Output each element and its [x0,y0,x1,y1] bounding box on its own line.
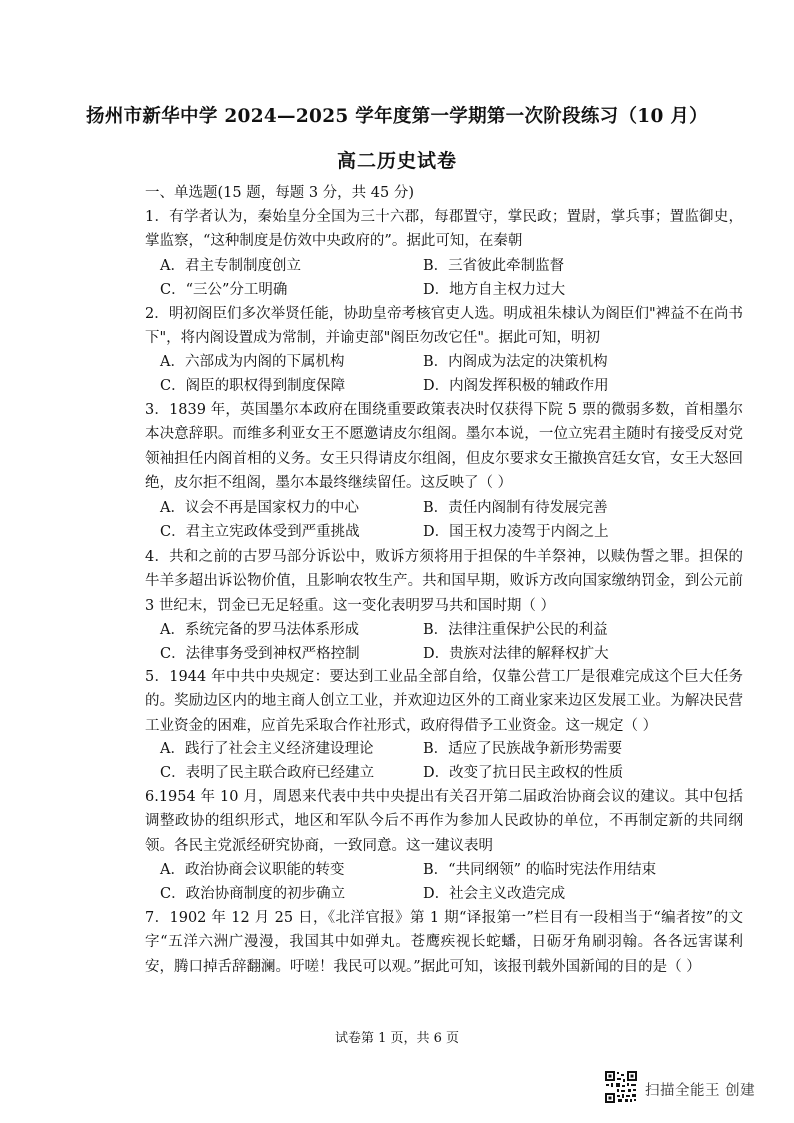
question-2-options [160,350,720,399]
option-c: C．君主立宪政体受到严重挑战 [160,524,360,541]
question-2-stem: 2．明初阁臣们多次举贤任能，协助皇帝考核官吏人选。明成祖朱棣认为阁臣们"裨益不在尚书下"，将内阁设置成为常制，并谕吏部"阁臣勿改它任"。据此可知，明初 [145,306,743,347]
option-a: A．君主专制制度创立 [160,258,301,274]
option-a: A．政治协商会议职能的转变 [160,862,345,878]
option-d: D．国王权力凌驾于内阁之上 [423,524,609,541]
exam-title: 扬州市新华中学 2024—2025 学年度第一学期第一次阶段练习（10 月） [86,106,708,127]
question-3-options [160,496,720,545]
question-5-stem: 5．1944 年中共中央规定：要达到工业品全部自给，仅靠公营工厂是很难完成这个巨大任务的。奖励边区内的地主商人创立工业，并欢迎边区外的工商业家来边区发展工业。为解决民营工业资金的困难，应首先采取合作社形式，政府得借予工业资金。这一规定（ ） [145,669,743,734]
option-c: C．表明了民主联合政府已经建立 [160,765,375,782]
question-4-options [160,618,720,667]
option-d: D．贵族对法律的解释权扩大 [423,646,609,663]
option-c: C．政治协商制度的初步确立 [160,886,346,903]
option-c: C．“三公”分工明确 [160,282,288,299]
option-c: C．阁臣的职权得到制度保障 [160,378,346,395]
scanner-watermark-text: 扫描全能王 创建 [645,1083,756,1099]
option-b: B．适应了民族战争新形势需要 [423,741,623,757]
question-5-options [160,737,720,786]
option-a: A．系统完备的罗马法体系形成 [160,622,359,638]
option-b: B．“共同纲领” 的临时宪法作用结束 [423,862,657,878]
option-b: B．内阁成为法定的决策机构 [423,354,608,370]
option-b: B．责任内阁制有待发展完善 [423,500,608,516]
question-6-stem: 6.1954 年 10 月，周恩来代表中共中央提出有关召开第二届政治协商会议的建议。其中包括调整政协的组织形式，地区和军队今后不再作为参加人民政协的单位，不再制定新的共同纲领。各民主党派经研究协商，一致同意。这一建议表明 [145,789,743,854]
option-d: D．内阁发挥积极的辅政作用 [423,378,609,395]
question-4-stem: 4．共和之前的古罗马部分诉讼中，败诉方须将用于担保的牛羊祭神，以赎伪誓之罪。担保的牛羊多超出诉讼物价值，且影响农牧生产。共和国早期，败诉方改向国家缴纳罚金，到公元前 3 世纪末，罚金已无足轻重。这一变化表明罗马共和国时期（ ） [145,549,743,614]
qr-code-icon [604,1070,638,1104]
option-c: C．法律事务受到神权严格控制 [160,646,360,663]
option-b: B．法律注重保护公民的利益 [423,622,608,638]
question-1-stem: 1．有学者认为，秦始皇分全国为三十六郡，每郡置守，掌民政；置尉，掌兵事；置监御史， 掌监察，“这种制度是仿效中央政府的”。据此可知，在秦朝 [145,209,743,250]
section-heading: 一、单选题(15 题，每题 3 分，共 45 分) [145,185,414,201]
option-d: D．社会主义改造完成 [423,886,566,903]
option-a: A．议会不再是国家权力的中心 [160,500,359,516]
option-b: B．三省彼此牵制监督 [423,258,565,274]
question-6-options [160,858,720,907]
option-a: A．六部成为内阁的下属机构 [160,354,345,370]
option-a: A．践行了社会主义经济建设理论 [160,741,374,757]
question-7-stem: 7．1902 年 12 月 25 日，《北洋官报》第 1 期“译报第一”栏目有一段相当于“编者按”的文字“五洋六洲广漫漫，我国其中如弹丸。苍鹰疾视长蛇蟠，日砺牙角刷羽翰。各各远害谋利安，腾口掉舌辞翻澜。吁嗟！我民可以观。”据此可知，该报刊载外国新闻的目的是（ ） [145,910,743,975]
question-1-options [160,254,720,303]
question-3-stem: 3．1839 年，英国墨尔本政府在围绕重要政策表决时仅获得下院 5 票的微弱多数，首相墨尔本决意辞职。而维多利亚女王不愿邀请皮尔组阁。墨尔本说，一位立宪君主随时有接受反对党领袖担任内阁首相的义务。女王只得请皮尔组阁，但皮尔要求女王撤换宫廷女官，女王大怒回绝，皮尔拒不组阁，墨尔本最终继续留任。这反映了（ ） [145,402,743,492]
option-d: D．地方自主权力过大 [423,282,566,299]
exam-subtitle: 高二历史试卷 [336,150,457,172]
page-footer: 试卷第 1 页，共 6 页 [334,1031,460,1046]
option-d: D．改变了抗日民主政权的性质 [423,765,624,782]
